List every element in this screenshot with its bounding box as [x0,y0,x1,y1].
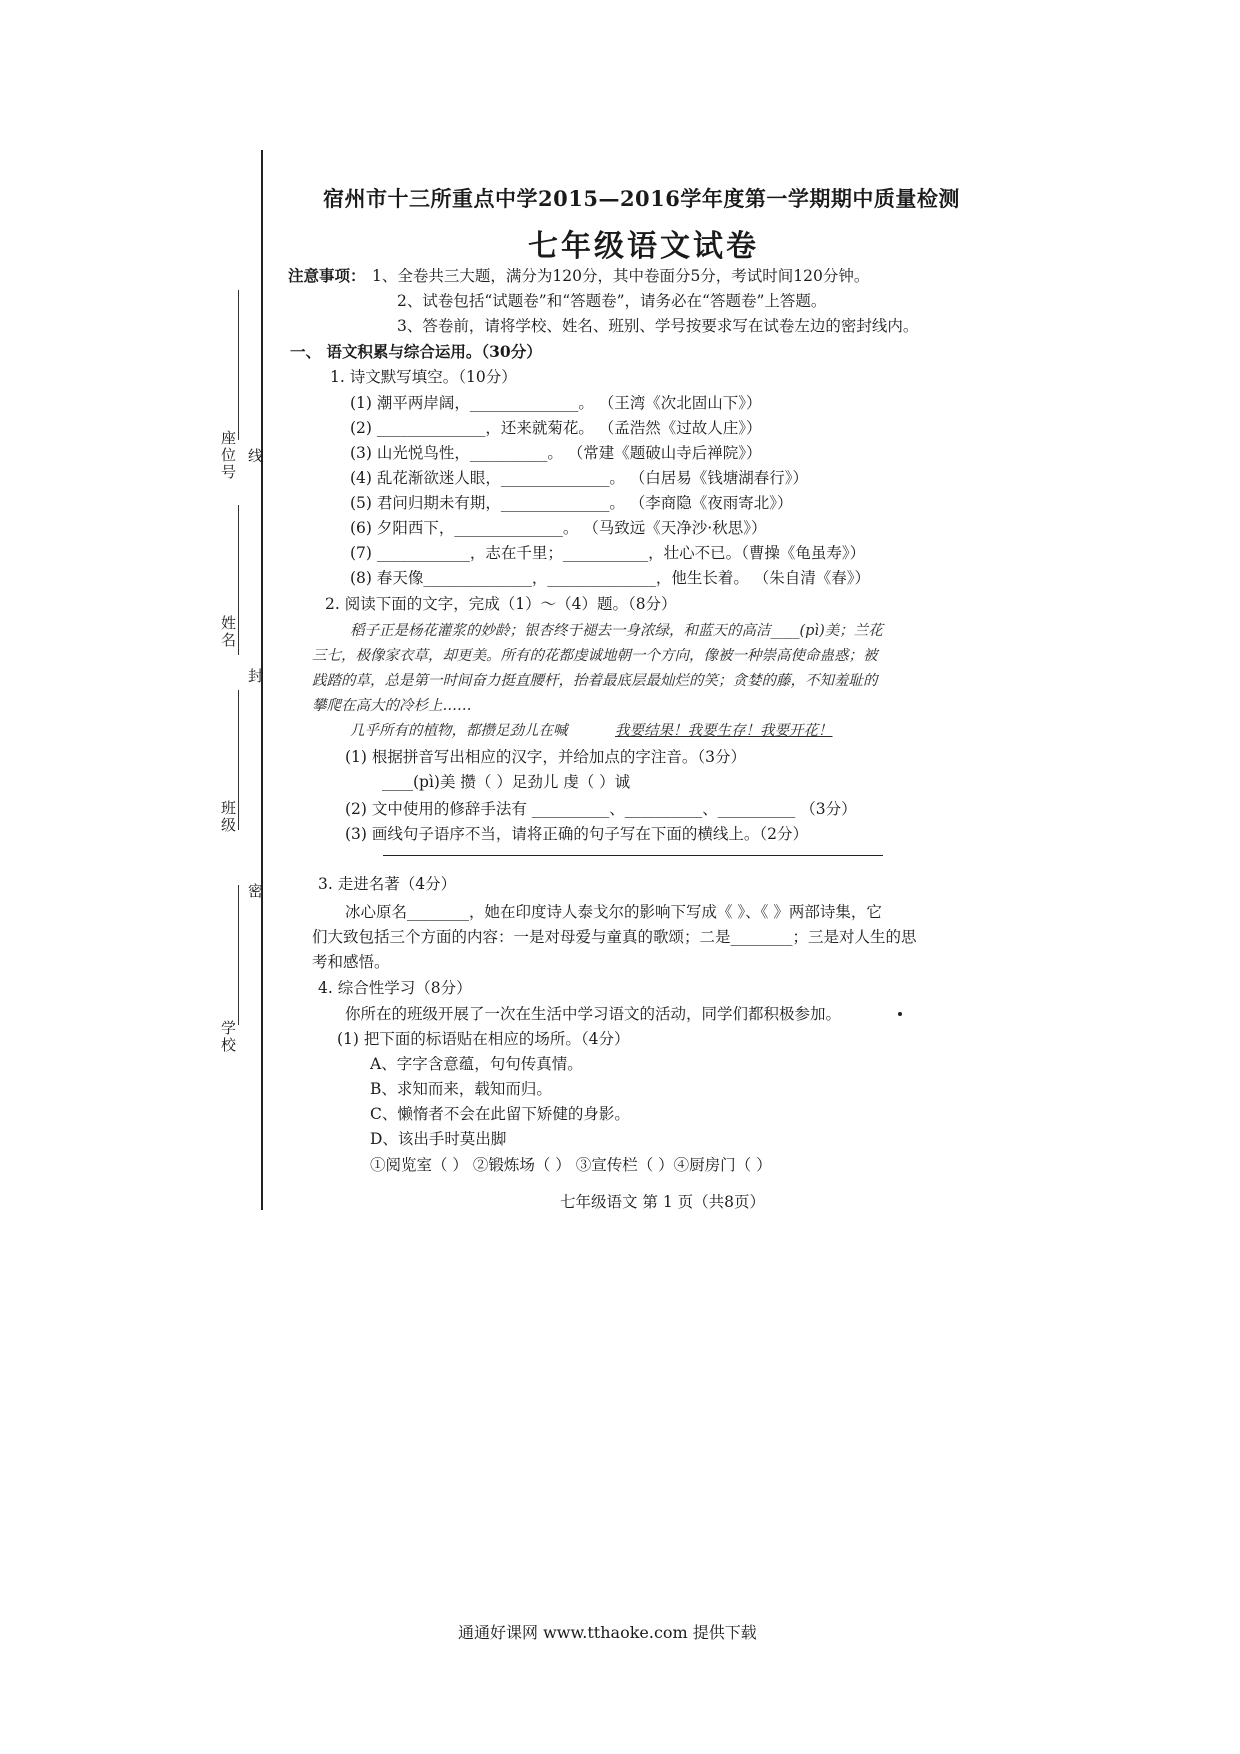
q4-intro: 你所在的班级开展了一次在生活中学习语文的活动，同学们都积极参加。 [345,1005,842,1023]
q2-passage-line-5a: 几乎所有的植物，都攒足劲儿在喊 [350,723,568,739]
seal-char-feng: 封 [248,667,264,685]
q4-places: ①阅览室（ ） ②锻炼场（ ） ③宣传栏（ ）④厨房门（ ） [370,1156,772,1174]
q4-option-c: C、懒惰者不会在此留下矫健的身影。 [370,1105,630,1123]
q2-passage-line-1: 稻子正是杨花灌浆的妙龄；银杏终于褪去一身浓绿，和蓝天的高洁____(pì)美；兰花 [350,623,883,639]
seat-number-label: 座位号 [219,430,237,481]
q1-line-7: (7) ____________，志在千里；___________，壮心不已。（曹操《龟虽寿》） [350,544,866,562]
seat-number-line [238,290,239,440]
q3-line-2: 们大致包括三个方面的内容：一是对母爱与童真的歌颂；二是________；三是对人生的思 [312,928,917,946]
q4-option-d: D、该出手时莫出脚 [370,1130,507,1148]
q1-line-1: (1) 潮平两岸阔，______________。 （王湾《次北固山下》） [350,394,762,412]
q3-heading: 3. 走进名著（4分） [318,875,457,893]
download-watermark: 通通好课网 www.tthaoke.com 提供下载 [458,1623,757,1642]
q3-line-3: 考和感悟。 [312,953,390,971]
q4-sub1: (1) 把下面的标语贴在相应的场所。（4分） [337,1030,630,1048]
school-line [238,885,239,1025]
q3-line-1: 冰心原名________，她在印度诗人泰戈尔的影响下写成《 》、《 》两部诗集，它 [345,903,882,921]
q2-passage-line-3: 践踏的草，总是第一时间奋力挺直腰杆，抬着最底层最灿烂的笑；贪婪的藤，不知羞耻的 [312,673,878,689]
q4-option-a: A、字字含意蕴，句句传真情。 [370,1055,583,1073]
q1-line-8: (8) 春天像______________，______________，他生长着。 （朱自清《春》） [350,569,871,587]
seal-char-xian: 线 [248,447,264,465]
name-label: 姓名 [219,615,237,649]
q2-answer-line [383,855,883,856]
q1-heading: 1. 诗文默写填空。（10分） [330,368,517,386]
school-label: 学校 [219,1020,237,1054]
q1-line-6: (6) 夕阳西下，______________。 （马致远《天净沙·秋思》） [350,519,767,537]
q1-line-2: (2) ______________，还来就菊花。 （孟浩然《过故人庄》） [350,419,762,437]
q2-sub2: (2) 文中使用的修辞手法有 __________、__________、__________ （3分） [345,800,857,818]
notes-label: 注意事项： [288,266,366,285]
q2-sub3: (3) 画线句子语序不当，请将正确的句子写在下面的横线上。（2分） [345,825,808,843]
q2-sub1: (1) 根据拼音写出相应的汉字，并给加点的字注音。（3分） [345,748,746,766]
q2-passage-line-4: 攀爬在高大的冷杉上…… [312,698,472,714]
q1-line-3: (3) 山光悦鸟性，__________。 （常建《题破山寺后禅院》） [350,444,762,462]
exam-title-line2: 七年级语文试卷 [528,229,759,264]
q2-passage-line-2: 三七，极像家衣草，却更美。所有的花都虔诚地朝一个方向，像被一种崇高使命蛊惑；被 [312,648,878,664]
q4-option-b: B、求知而来，载知而归。 [370,1080,552,1098]
speck-dot [898,1012,902,1016]
note-item-2: 2、试卷包括“试题卷”和“答题卷”，请务必在“答题卷”上答题。 [397,292,827,310]
exam-title-line1: 宿州市十三所重点中学2015—2016学年度第一学期期中质量检测 [323,186,960,211]
q2-sub1-items: ____(pì)美 攒（ ）足劲儿 虔（ ）诚 [382,773,631,791]
page-footer: 七年级语文 第 1 页（共8页） [560,1193,766,1211]
q1-line-5: (5) 君问归期未有期，______________。 （李商隐《夜雨寄北》） [350,494,793,512]
note-item-3: 3、答卷前，请将学校、姓名、班别、学号按要求写在试卷左边的密封线内。 [397,317,919,335]
q1-line-4: (4) 乱花渐欲迷人眼，______________。 （白居易《钱塘湖春行》） [350,469,809,487]
q2-underlined-sentence: 我要结果！我要生存！我要开花！ [615,723,833,739]
section1-heading: 一、 语文积累与综合运用。（30分） [290,342,542,361]
class-label: 班级 [219,800,237,834]
q4-heading: 4. 综合性学习（8分） [318,979,472,997]
q2-heading: 2. 阅读下面的文字，完成（1）～（4）题。（8分） [325,595,677,613]
note-item-1: 1、全卷共三大题，满分为120分，其中卷面分5分，考试时间120分钟。 [372,267,870,285]
seal-char-mi: 密 [248,882,264,900]
